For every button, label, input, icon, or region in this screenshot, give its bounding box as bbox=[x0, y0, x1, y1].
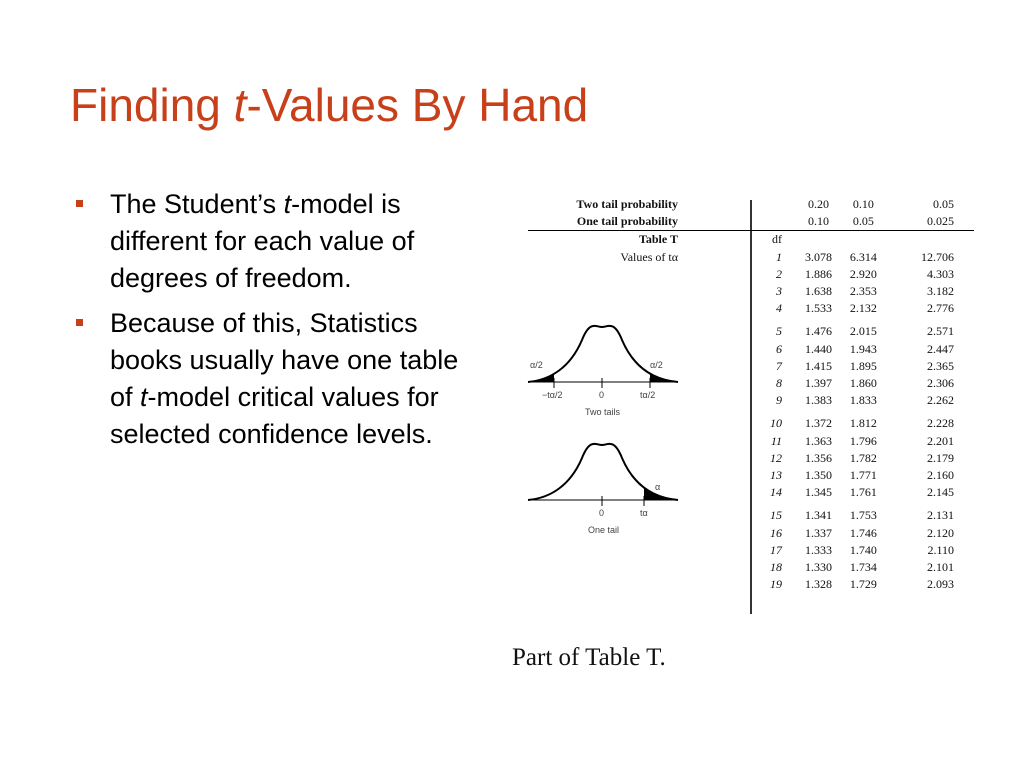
table-row bbox=[528, 576, 974, 593]
critical-value-cell: 1.383 bbox=[804, 393, 832, 408]
df-cell: 1 bbox=[776, 249, 782, 264]
critical-value-cell: 1.796 bbox=[849, 433, 877, 448]
table-row bbox=[528, 409, 974, 432]
critical-value-cell: 2.160 bbox=[927, 468, 954, 483]
critical-value-cell: 3.182 bbox=[927, 284, 954, 299]
critical-value-cell: 2.179 bbox=[927, 450, 954, 465]
df-cell: 11 bbox=[770, 433, 782, 448]
critical-value-cell: 1.943 bbox=[849, 341, 877, 356]
two-tail-value: 0.20 bbox=[807, 197, 829, 211]
blank-cell bbox=[796, 231, 974, 249]
one-tail-label: One tail probability bbox=[528, 213, 754, 231]
df-cell: 7 bbox=[776, 358, 782, 373]
bullet-item bbox=[76, 305, 476, 453]
critical-value-cell: 2.306 bbox=[927, 376, 954, 391]
neg-t-label: −tα/2 bbox=[542, 390, 563, 400]
table-row bbox=[528, 249, 974, 266]
df-header: df bbox=[772, 232, 782, 247]
table-row bbox=[528, 501, 974, 524]
critical-value-cell: 2.120 bbox=[927, 525, 954, 540]
one-tail-row bbox=[528, 213, 974, 231]
table-row bbox=[528, 542, 974, 559]
df-cell: 17 bbox=[770, 542, 782, 557]
label-cell bbox=[528, 341, 754, 358]
label-cell bbox=[528, 484, 754, 501]
critical-value-cell: 2.015 bbox=[849, 324, 877, 339]
critical-value-cell: 1.746 bbox=[849, 525, 877, 540]
df-cell: 12 bbox=[770, 450, 782, 465]
bullet-italic: t bbox=[140, 382, 148, 412]
critical-value-cell: 1.753 bbox=[849, 508, 877, 523]
label-cell bbox=[528, 409, 754, 432]
critical-value-cell: 1.782 bbox=[849, 450, 877, 465]
critical-value-cell: 2.131 bbox=[927, 508, 954, 523]
critical-value-cell: 6.314 bbox=[849, 249, 877, 264]
t-alpha-label: tα bbox=[640, 508, 648, 518]
table-row bbox=[528, 300, 974, 317]
one-tail-value: 0.05 bbox=[841, 213, 886, 231]
label-cell bbox=[528, 525, 754, 542]
zero-label-two: 0 bbox=[599, 390, 605, 400]
df-cell: 4 bbox=[776, 301, 782, 316]
critical-value-cell: 1.833 bbox=[849, 393, 877, 408]
critical-value-cell: 1.356 bbox=[804, 450, 832, 465]
critical-value-cell: 2.110 bbox=[927, 542, 954, 557]
df-cell: 2 bbox=[776, 266, 782, 281]
critical-value-cell: 1.895 bbox=[849, 358, 877, 373]
table-row bbox=[528, 525, 974, 542]
label-cell bbox=[528, 450, 754, 467]
blank-cell bbox=[754, 213, 796, 231]
bullet-square-icon bbox=[76, 200, 83, 207]
table-row bbox=[528, 559, 974, 576]
critical-value-cell: 1.761 bbox=[849, 485, 877, 500]
df-cell: 15 bbox=[770, 508, 782, 523]
critical-value-cell: 1.533 bbox=[804, 301, 832, 316]
t-table bbox=[528, 196, 974, 593]
df-cell: 6 bbox=[776, 341, 782, 356]
label-cell bbox=[528, 300, 754, 317]
bullet-text: The Student’s bbox=[110, 189, 284, 219]
table-caption: Part of Table T. bbox=[512, 644, 666, 671]
alpha-label: α bbox=[655, 482, 661, 492]
slide-title bbox=[70, 78, 588, 132]
critical-value-cell: 2.365 bbox=[927, 358, 954, 373]
table-name-row bbox=[528, 231, 974, 249]
label-cell bbox=[528, 576, 754, 593]
table-row bbox=[528, 450, 974, 467]
critical-value-cell: 1.886 bbox=[804, 266, 832, 281]
label-cell bbox=[528, 358, 754, 375]
alpha-half-left-label: α/2 bbox=[530, 360, 543, 370]
label-cell bbox=[528, 467, 754, 484]
critical-value-cell: 1.363 bbox=[804, 433, 832, 448]
label-cell bbox=[528, 559, 754, 576]
bullet-item bbox=[76, 186, 476, 297]
df-cell: 13 bbox=[770, 468, 782, 483]
critical-value-cell: 1.345 bbox=[804, 485, 832, 500]
two-tail-label: Two tail probability bbox=[576, 197, 678, 211]
df-cell: 16 bbox=[770, 525, 782, 540]
pos-t-label: tα/2 bbox=[640, 390, 656, 400]
critical-value-cell: 12.706 bbox=[921, 249, 954, 264]
critical-value-cell: 1.350 bbox=[804, 468, 832, 483]
two-tail-value: 0.10 bbox=[852, 197, 874, 211]
df-cell: 19 bbox=[770, 577, 782, 592]
critical-value-cell: 2.132 bbox=[849, 301, 877, 316]
df-cell: 5 bbox=[776, 324, 782, 339]
critical-value-cell: 4.303 bbox=[927, 266, 954, 281]
title-suffix: -Values By Hand bbox=[246, 79, 589, 131]
bullet-text: -model is different for each value of degrees of freedom. bbox=[110, 189, 415, 293]
bullet-italic: t bbox=[283, 189, 292, 219]
label-cell bbox=[528, 375, 754, 392]
bullet-text: Because of this, Statistics books usually have one table of bbox=[110, 308, 459, 412]
two-tail-row bbox=[528, 196, 974, 213]
one-tail-label: One tail bbox=[588, 525, 620, 535]
critical-value-cell: 2.920 bbox=[849, 266, 877, 281]
label-cell bbox=[528, 501, 754, 524]
label-cell bbox=[528, 266, 754, 283]
critical-value-cell: 1.476 bbox=[804, 324, 832, 339]
critical-value-cell: 2.262 bbox=[927, 393, 954, 408]
df-cell: 10 bbox=[770, 416, 782, 431]
table-row bbox=[528, 341, 974, 358]
critical-value-cell: 1.740 bbox=[849, 542, 877, 557]
title-italic-t: t bbox=[233, 79, 247, 131]
critical-value-cell: 1.860 bbox=[849, 376, 877, 391]
label-cell bbox=[528, 317, 754, 340]
critical-value-cell: 1.812 bbox=[849, 416, 877, 431]
one-tail-value: 0.10 bbox=[796, 213, 841, 231]
table-row bbox=[528, 266, 974, 283]
critical-value-cell: 1.734 bbox=[849, 560, 877, 575]
label-cell bbox=[528, 392, 754, 409]
critical-value-cell: 2.145 bbox=[927, 485, 954, 500]
critical-value-cell: 3.078 bbox=[804, 249, 832, 264]
table-row bbox=[528, 484, 974, 501]
critical-value-cell: 2.093 bbox=[927, 577, 954, 592]
label-cell bbox=[528, 433, 754, 450]
bullet-list bbox=[76, 186, 476, 461]
critical-value-cell: 2.571 bbox=[927, 324, 954, 339]
critical-value-cell: 1.328 bbox=[804, 577, 832, 592]
two-tails-label: Two tails bbox=[585, 407, 621, 417]
critical-value-cell: 1.638 bbox=[804, 284, 832, 299]
df-cell: 9 bbox=[776, 393, 782, 408]
critical-value-cell: 2.776 bbox=[927, 301, 954, 316]
blank-cell bbox=[754, 196, 796, 213]
two-tail-value: 0.05 bbox=[933, 197, 954, 211]
table-row bbox=[528, 317, 974, 340]
critical-value-cell: 1.372 bbox=[804, 416, 832, 431]
one-tail-value: 0.025 bbox=[886, 213, 974, 231]
table-row bbox=[528, 375, 974, 392]
df-cell: 8 bbox=[776, 376, 782, 391]
label-cell bbox=[528, 283, 754, 300]
table-row bbox=[528, 433, 974, 450]
critical-value-cell: 1.440 bbox=[804, 341, 832, 356]
critical-value-cell: 2.447 bbox=[927, 341, 954, 356]
alpha-half-right-label: α/2 bbox=[650, 360, 663, 370]
critical-value-cell: 2.101 bbox=[927, 560, 954, 575]
table-row bbox=[528, 392, 974, 409]
bullet-square-icon bbox=[76, 319, 83, 326]
critical-value-cell: 1.771 bbox=[849, 468, 877, 483]
critical-value-cell: 2.201 bbox=[927, 433, 954, 448]
title-prefix: Finding bbox=[70, 79, 234, 131]
df-cell: 18 bbox=[770, 560, 782, 575]
critical-value-cell: 1.397 bbox=[804, 376, 832, 391]
critical-value-cell: 1.415 bbox=[804, 358, 832, 373]
zero-label-one: 0 bbox=[599, 508, 605, 518]
critical-value-cell: 1.333 bbox=[804, 542, 832, 557]
label-cell bbox=[528, 542, 754, 559]
df-cell: 3 bbox=[776, 284, 782, 299]
table-row bbox=[528, 283, 974, 300]
df-cell: 14 bbox=[770, 485, 782, 500]
table-name: Table T bbox=[638, 232, 678, 247]
table-row bbox=[528, 358, 974, 375]
critical-value-cell: 2.228 bbox=[927, 416, 954, 431]
critical-value-cell: 1.337 bbox=[804, 525, 832, 540]
critical-value-cell: 1.341 bbox=[804, 508, 832, 523]
bullet-text: -model critical values for selected confidence levels. bbox=[110, 382, 439, 449]
critical-value-cell: 1.729 bbox=[849, 577, 877, 592]
critical-value-cell: 2.353 bbox=[849, 284, 877, 299]
values-of-label: Values of tα bbox=[620, 249, 678, 264]
table-row bbox=[528, 467, 974, 484]
critical-value-cell: 1.330 bbox=[804, 560, 832, 575]
